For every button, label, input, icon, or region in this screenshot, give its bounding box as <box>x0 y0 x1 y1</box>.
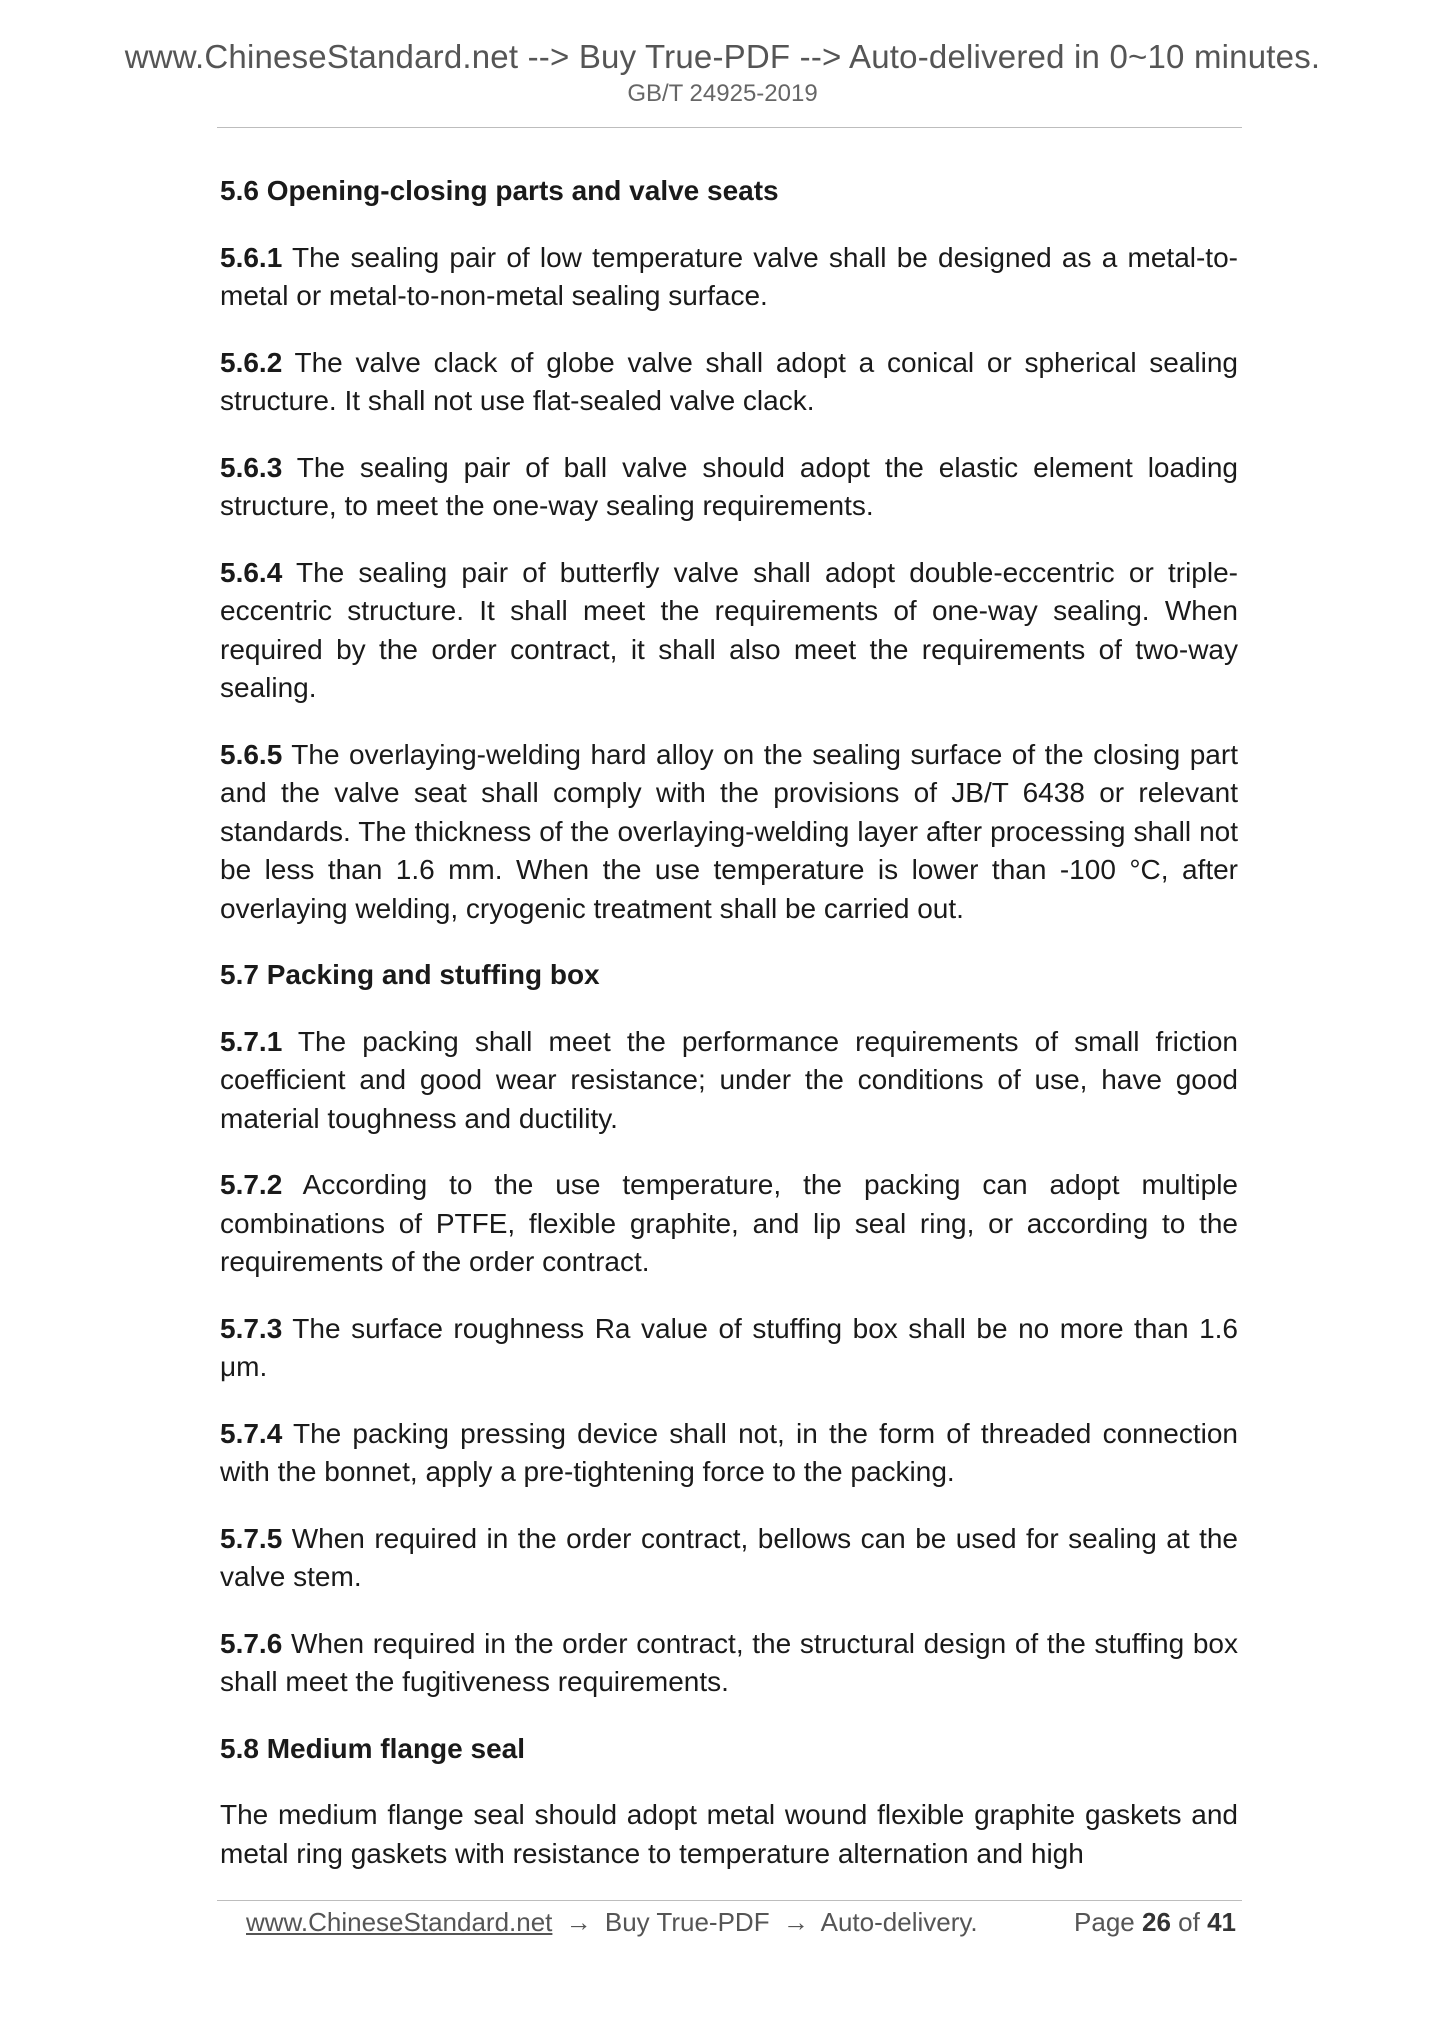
arrow-right-icon: → <box>782 1907 809 1937</box>
page-current: 26 <box>1142 1907 1171 1937</box>
clause-number: 5.7.2 <box>220 1169 283 1200</box>
page-indicator <box>1074 1904 1236 1940</box>
section-heading-5-7: 5.7 Packing and stuffing box <box>220 959 600 990</box>
clause-text: According to the use temperature, the packing can adopt multiple combinations of PTFE, flexible graphite, and lip seal ring, or according to the requirements of the order contract. <box>220 1169 1238 1277</box>
auto-delivery-text: Auto-delivery. <box>820 1907 978 1937</box>
page-total: 41 <box>1207 1907 1236 1937</box>
clause-5-6-4 <box>220 554 1238 708</box>
clause-5-6-5 <box>220 736 1238 929</box>
clause-5-7-3 <box>220 1310 1238 1387</box>
clause-text: When required in the order contract, bellows can be used for sealing at the valve stem. <box>220 1522 1238 1592</box>
page-footer <box>246 1904 1236 1940</box>
site-link[interactable]: www.ChineseStandard.net <box>246 1907 553 1937</box>
clause-5-8-text: The medium flange seal should adopt metal wound flexible graphite gaskets and metal ring gaskets with resistance to temperature alternation and high <box>220 1799 1238 1869</box>
clause-text: The valve clack of globe valve shall adopt a conical or spherical sealing structure. It shall not use flat-sealed valve clack. <box>220 346 1238 416</box>
footer-divider <box>217 1900 1242 1901</box>
clause-text: The overlaying-welding hard alloy on the sealing surface of the closing part and the valve seat shall comply with the provisions of JB/T 6438 or relevant standards. The thickness of the overlaying-welding layer after processing shall not be less than 1.6 mm. When the use temperature is lower than -100 °C, after overlaying welding, cryogenic treatment shall be carried out. <box>220 738 1238 924</box>
page-label: Page <box>1074 1907 1135 1937</box>
clause-text: The packing shall meet the performance requirements of small friction coefficient and good wear resistance; under the conditions of use, have good material toughness and ductility. <box>220 1025 1238 1134</box>
clause-number: 5.7.5 <box>220 1522 283 1554</box>
clause-number: 5.6.5 <box>220 738 283 770</box>
buy-text: Buy True-PDF <box>604 1907 770 1937</box>
clause-5-6-1 <box>220 239 1238 316</box>
section-heading-5-8: 5.8 Medium flange seal <box>220 1732 525 1764</box>
footer-left <box>246 1904 978 1940</box>
document-body <box>220 172 1238 1901</box>
arrow-right-icon: → <box>565 1907 592 1937</box>
clause-5-6-3 <box>220 449 1238 526</box>
clause-text: The sealing pair of butterfly valve shall adopt double-eccentric or triple-eccentric structure. It shall meet the requirements of one-way sealing. When required by the order contract, it shall also meet the requirements of two-way sealing. <box>220 556 1238 703</box>
clause-5-7-6 <box>220 1625 1238 1702</box>
clause-text: The sealing pair of ball valve should adopt the elastic element loading structure, to meet the one-way sealing requirements. <box>220 451 1238 521</box>
clause-text: The packing pressing device shall not, in the form of threaded connection with the bonnet, apply a pre-tightening force to the packing. <box>220 1417 1238 1487</box>
clause-5-7-5 <box>220 1520 1238 1597</box>
clause-text: The surface roughness Ra value of stuffing box shall be no more than 1.6 μm. <box>220 1312 1238 1382</box>
clause-5-6-2 <box>220 344 1238 421</box>
clause-number: 5.6.2 <box>220 346 283 378</box>
top-banner: www.ChineseStandard.net --> Buy True-PDF --> Auto-delivered in 0~10 minutes. <box>124 38 1321 75</box>
clause-number: 5.7.6 <box>220 1627 283 1659</box>
clause-number: 5.7.3 <box>220 1312 283 1344</box>
clause-5-7-4 <box>220 1415 1238 1492</box>
clause-5-7-2 <box>220 1166 1238 1282</box>
clause-number: 5.6.4 <box>220 556 283 588</box>
of-label: of <box>1178 1907 1200 1937</box>
clause-number: 5.7.4 <box>220 1417 283 1449</box>
clause-5-7-1 <box>220 1023 1238 1139</box>
header-divider <box>217 127 1242 128</box>
section-heading-5-6: 5.6 Opening-closing parts and valve seats <box>220 175 779 206</box>
clause-number: 5.7.1 <box>220 1025 283 1057</box>
clause-text: The sealing pair of low temperature valve shall be designed as a metal-to-metal or metal-to-non-metal sealing surface. <box>220 241 1238 311</box>
clause-number: 5.6.3 <box>220 451 283 483</box>
standard-code: GB/T 24925-2019 <box>627 80 818 107</box>
clause-text: When required in the order contract, the structural design of the stuffing box shall meet the fugitiveness requirements. <box>220 1627 1238 1697</box>
clause-number: 5.6.1 <box>220 241 283 273</box>
